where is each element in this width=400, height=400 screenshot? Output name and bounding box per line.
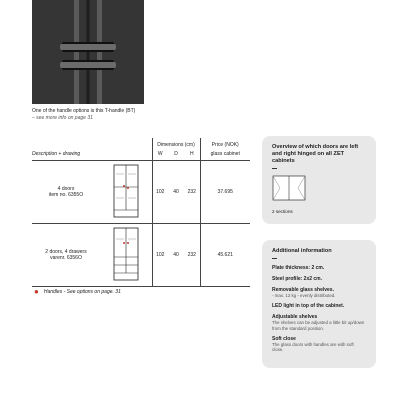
item-number: item no. 6355O [48,192,84,198]
price-value: 45.621 [200,224,250,287]
spec-item [272,287,366,298]
d-header: D [168,148,184,161]
product-name: 4 doors [57,185,75,192]
spec-detail: The glass doors with handles are with soft close. [272,342,354,353]
spec-item [272,265,366,271]
overview-title: Overview of which doors are left and right hinged on all ZET cabinets [272,144,359,164]
spec-title: Adjustable shelves [272,314,318,321]
t-handle-photo [32,0,144,104]
description-header: Description + drawing [32,148,100,161]
item-number: varenr. 6356O [50,255,82,261]
width-value: 102 [152,161,168,224]
spec-detail: - max. 12 kg - evenly distributed. [272,292,336,298]
cabinet-drawing-4-doors [113,164,139,218]
spec-title: Plate thickness: 2 cm. [272,264,325,271]
price-sub-header: glass cabinet [200,148,250,161]
cabinet-drawing-2-doors-4-drawers [113,227,139,281]
width-value: 102 [152,224,168,287]
dimensions-header: Dimensions (cm) [152,138,200,148]
info-title: Additional information [272,248,332,254]
height-value: 232 [184,161,200,224]
depth-value: 40 [168,161,184,224]
bullet-icon: ● [34,287,39,296]
photo-caption [32,108,135,121]
spec-item [272,336,366,353]
w-header: W [152,148,168,161]
price-value: 37.695 [200,161,250,224]
table-row [32,224,250,287]
additional-info-card [262,240,376,368]
spec-item [272,276,366,282]
hinge-diagram [272,175,306,201]
depth-value: 40 [168,224,184,287]
handles-note-text: Handles - See options on page. 31 [43,288,121,295]
spec-title: Soft close [272,336,296,343]
title-divider [272,258,277,259]
height-value: 232 [184,224,200,287]
spec-title: LED light in top of the cabinet. [272,303,345,310]
h-header: H [184,148,200,161]
caption-link[interactable]: – see more info on page 31 [32,114,93,121]
spec-item [272,314,366,331]
title-divider [272,168,277,169]
price-header: Price (NOK) [200,138,250,148]
spec-detail: The shelves can be adjusted a little bit up/down from the standard position. [272,320,365,331]
handles-note [34,287,121,296]
table-row [32,161,250,224]
product-name: 2 doors, 4 drawers [45,248,87,255]
product-table [32,138,250,287]
spec-item [272,303,366,309]
spec-title: Removable glass shelves. [272,286,334,293]
spec-title: Steel profile: 2x2 cm. [272,275,323,282]
overview-card [262,136,376,224]
caption-text: One of the handle options is this T-handle (BT) [32,108,136,114]
sections-label: 2 sections [272,208,293,214]
product-photo [32,0,144,104]
